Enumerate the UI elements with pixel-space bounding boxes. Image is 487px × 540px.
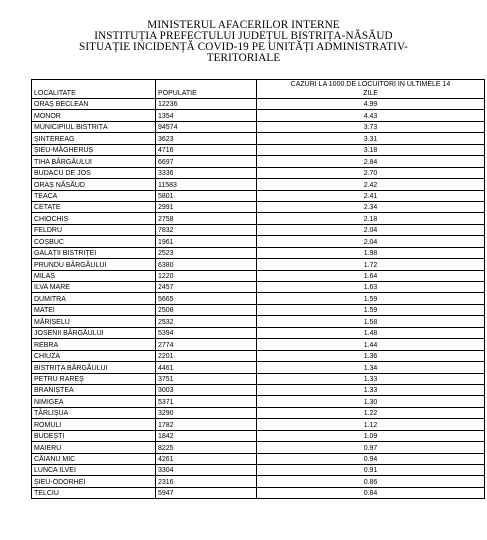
- locality-cell: CHIUZA: [32, 350, 156, 361]
- incidence-cell: 1.72: [257, 259, 485, 270]
- locality-cell: CETATE: [32, 201, 156, 212]
- locality-cell: TELCIU: [32, 487, 156, 498]
- incidence-cell: 2.34: [257, 201, 485, 212]
- population-cell: 1961: [156, 236, 257, 247]
- incidence-cell: 1.63: [257, 282, 485, 293]
- header-population: POPULATIE: [156, 80, 257, 99]
- population-cell: 2508: [156, 304, 257, 315]
- table-row: [32, 167, 485, 178]
- table-row: [32, 247, 485, 258]
- locality-cell: MONOR: [32, 110, 156, 121]
- locality-cell: REBRA: [32, 339, 156, 350]
- incidence-cell: 3.31: [257, 133, 485, 144]
- locality-cell: BRANIȘTEA: [32, 384, 156, 395]
- incidence-cell: 1.22: [257, 407, 485, 418]
- incidence-cell: 0.84: [257, 487, 485, 498]
- incidence-cell: 4.43: [257, 110, 485, 121]
- incidence-cell: 0.94: [257, 453, 485, 464]
- table-row: [32, 384, 485, 395]
- table-row: [32, 476, 485, 487]
- table-row: [32, 201, 485, 212]
- population-cell: 11583: [156, 179, 257, 190]
- locality-cell: ORAȘ BECLEAN: [32, 99, 156, 110]
- table-row: [32, 190, 485, 201]
- incidence-cell: 1.33: [257, 384, 485, 395]
- table-row: [32, 270, 485, 281]
- table-row: [32, 362, 485, 373]
- table-header-row: [32, 80, 485, 99]
- document-title: [0, 20, 487, 64]
- population-cell: 3304: [156, 465, 257, 476]
- table-row: [32, 316, 485, 327]
- table-row: [32, 430, 485, 441]
- population-cell: 2523: [156, 247, 257, 258]
- locality-cell: CHIOCHIȘ: [32, 213, 156, 224]
- population-cell: 3336: [156, 167, 257, 178]
- incidence-cell: 1.64: [257, 270, 485, 281]
- incidence-cell: 2.18: [257, 213, 485, 224]
- population-cell: 1842: [156, 430, 257, 441]
- table-row: [32, 133, 485, 144]
- locality-cell: MATEI: [32, 304, 156, 315]
- incidence-cell: 2.42: [257, 179, 485, 190]
- population-cell: 2532: [156, 316, 257, 327]
- population-cell: 5801: [156, 190, 257, 201]
- locality-cell: BUDACU DE JOS: [32, 167, 156, 178]
- incidence-cell: 1.59: [257, 293, 485, 304]
- table-row: [32, 419, 485, 430]
- incidence-cell: 1.58: [257, 316, 485, 327]
- table-row: [32, 236, 485, 247]
- table-row: [32, 442, 485, 453]
- incidence-cell: 2.41: [257, 190, 485, 201]
- population-cell: 4261: [156, 453, 257, 464]
- locality-cell: ILVA MARE: [32, 282, 156, 293]
- table-row: [32, 99, 485, 110]
- table-row: [32, 293, 485, 304]
- table-row: [32, 407, 485, 418]
- population-cell: 4461: [156, 362, 257, 373]
- locality-cell: ȘIEU-ODORHEI: [32, 476, 156, 487]
- locality-cell: COȘBUC: [32, 236, 156, 247]
- table-row: [32, 282, 485, 293]
- incidence-table: [31, 79, 485, 499]
- population-cell: 5394: [156, 327, 257, 338]
- title-line-ministry: MINISTERUL AFACERILOR INTERNE: [147, 19, 340, 31]
- population-cell: 94574: [156, 121, 257, 132]
- locality-cell: ORAȘ NĂSĂUD: [32, 179, 156, 190]
- table-row: [32, 339, 485, 350]
- incidence-cell: 1.98: [257, 247, 485, 258]
- incidence-cell: 1.44: [257, 339, 485, 350]
- incidence-cell: 3.73: [257, 121, 485, 132]
- locality-cell: ȘINTEREAG: [32, 133, 156, 144]
- population-cell: 3751: [156, 373, 257, 384]
- table-row: [32, 144, 485, 155]
- title-line-report-cont: TERITORIALE: [206, 52, 281, 64]
- population-cell: 3290: [156, 407, 257, 418]
- title-line-institution: INSTITUȚIA PREFECTULUI JUDEȚUL BISTRIȚA-NĂSĂUD: [94, 30, 393, 42]
- population-cell: 2774: [156, 339, 257, 350]
- locality-cell: LUNCA ILVEI: [32, 465, 156, 476]
- table-row: [32, 373, 485, 384]
- population-cell: 3623: [156, 133, 257, 144]
- table-row: [32, 156, 485, 167]
- incidence-cell: 1.12: [257, 419, 485, 430]
- locality-cell: MILAȘ: [32, 270, 156, 281]
- table-row: [32, 465, 485, 476]
- population-cell: 2457: [156, 282, 257, 293]
- locality-cell: FELDRU: [32, 224, 156, 235]
- table-row: [32, 179, 485, 190]
- table-row: [32, 453, 485, 464]
- incidence-cell: 2.84: [257, 156, 485, 167]
- incidence-cell: 1.30: [257, 396, 485, 407]
- locality-cell: NIMIGEA: [32, 396, 156, 407]
- population-cell: 2316: [156, 476, 257, 487]
- locality-cell: PETRU RAREȘ: [32, 373, 156, 384]
- table-row: [32, 121, 485, 132]
- table-row: [32, 110, 485, 121]
- locality-cell: BISTRIȚA BÂRGĂULUI: [32, 362, 156, 373]
- population-cell: 6697: [156, 156, 257, 167]
- locality-cell: TÂRLIȘUA: [32, 407, 156, 418]
- header-incidence-line1: CAZURI LA 1000 DE LOCUITORI IN ULTIMELE 14: [290, 81, 451, 88]
- incidence-cell: 1.09: [257, 430, 485, 441]
- locality-cell: MĂRIȘELU: [32, 316, 156, 327]
- population-cell: 2201: [156, 350, 257, 361]
- incidence-cell: 0.97: [257, 442, 485, 453]
- locality-cell: PRUNDU BÂRGĂULUI: [32, 259, 156, 270]
- incidence-cell: 1.34: [257, 362, 485, 373]
- incidence-cell: 0.91: [257, 465, 485, 476]
- population-cell: 6380: [156, 259, 257, 270]
- population-cell: 5371: [156, 396, 257, 407]
- table-row: [32, 487, 485, 498]
- title-line-report: SITUAȚIE INCIDENȚĂ COVID-19 PE UNITĂȚI ADMINISTRATIV-: [79, 41, 408, 53]
- incidence-cell: 1.48: [257, 327, 485, 338]
- table-row: [32, 259, 485, 270]
- incidence-cell: 1.36: [257, 350, 485, 361]
- population-cell: 4716: [156, 144, 257, 155]
- population-cell: 2758: [156, 213, 257, 224]
- table-row: [32, 224, 485, 235]
- locality-cell: ȘIEU-MĂGHERUȘ: [32, 144, 156, 155]
- table-row: [32, 327, 485, 338]
- population-cell: 12236: [156, 99, 257, 110]
- table-row: [32, 350, 485, 361]
- population-cell: 5947: [156, 487, 257, 498]
- population-cell: 2991: [156, 201, 257, 212]
- locality-cell: TEACA: [32, 190, 156, 201]
- header-locality: LOCALITATE: [32, 80, 156, 99]
- population-cell: 8225: [156, 442, 257, 453]
- locality-cell: GALAȚII BISTRIȚEI: [32, 247, 156, 258]
- population-cell: 1354: [156, 110, 257, 121]
- table-row: [32, 304, 485, 315]
- incidence-cell: 0.86: [257, 476, 485, 487]
- locality-cell: ROMULI: [32, 419, 156, 430]
- incidence-cell: 2.04: [257, 224, 485, 235]
- incidence-cell: 1.33: [257, 373, 485, 384]
- locality-cell: DUMITRA: [32, 293, 156, 304]
- locality-cell: CĂIANU MIC: [32, 453, 156, 464]
- header-incidence-line2: ZILE: [363, 90, 378, 97]
- header-incidence: [257, 80, 485, 99]
- table-row: [32, 396, 485, 407]
- population-cell: 1782: [156, 419, 257, 430]
- locality-cell: TIHA BÂRGĂULUI: [32, 156, 156, 167]
- locality-cell: MUNICIPIUL BISTRIȚA: [32, 121, 156, 132]
- incidence-cell: 2.04: [257, 236, 485, 247]
- population-cell: 1220: [156, 270, 257, 281]
- incidence-cell: 4.99: [257, 99, 485, 110]
- locality-cell: MAIERU: [32, 442, 156, 453]
- incidence-cell: 2.70: [257, 167, 485, 178]
- population-cell: 3003: [156, 384, 257, 395]
- incidence-cell: 1.59: [257, 304, 485, 315]
- population-cell: 7832: [156, 224, 257, 235]
- locality-cell: BUDEȘTI: [32, 430, 156, 441]
- locality-cell: JOSENII BÂRGĂULUI: [32, 327, 156, 338]
- population-cell: 5665: [156, 293, 257, 304]
- incidence-cell: 3.18: [257, 144, 485, 155]
- table-row: [32, 213, 485, 224]
